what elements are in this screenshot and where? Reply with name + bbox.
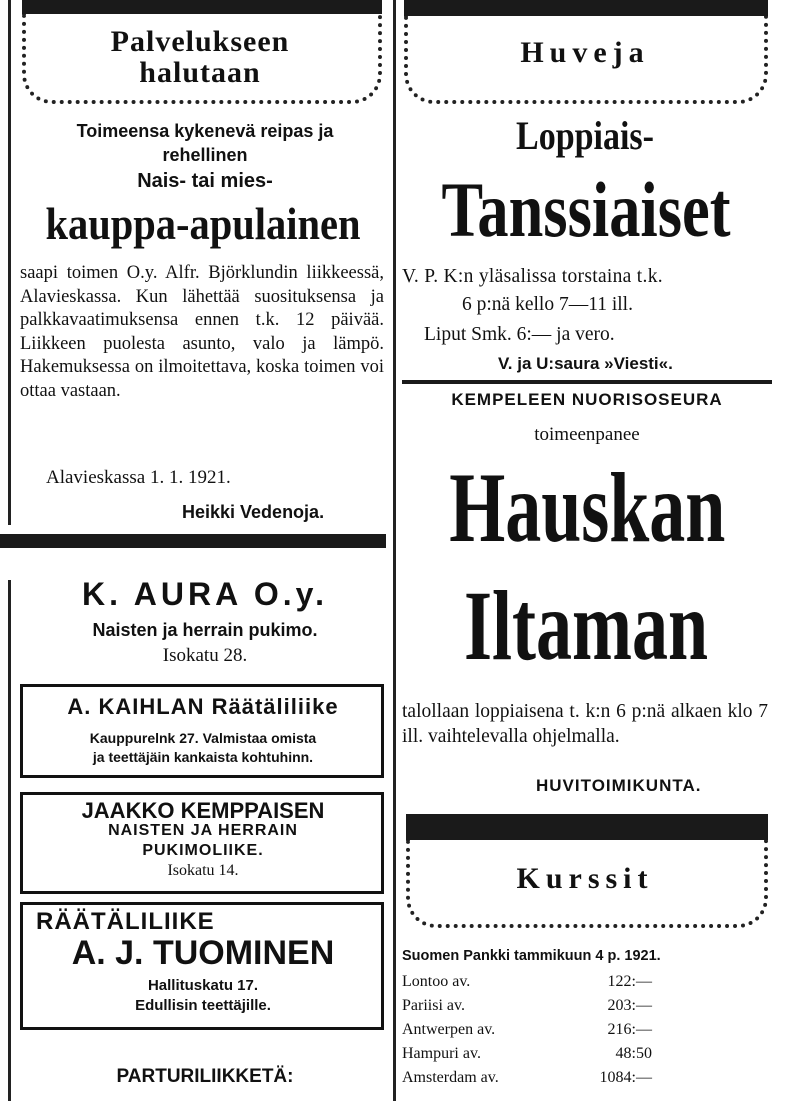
- table-row: [402, 994, 652, 1018]
- kurssit-top-bar: [406, 814, 768, 840]
- ad-header-line2: halutaan: [139, 56, 261, 89]
- kurssit-header: Kurssit: [516, 862, 654, 895]
- ad-place-date: Alavieskassa 1. 1. 1921.: [46, 467, 231, 488]
- tuominen-line2: Edullisin teettäjille.: [135, 997, 271, 1014]
- huveja-header: Huveja: [520, 36, 650, 69]
- huveja-title: Tanssiaiset: [441, 166, 731, 253]
- huveja-body3: Liput Smk. 6:— ja vero.: [424, 324, 615, 345]
- column-divider-left: [8, 0, 11, 525]
- aura-title: K. AURA O.y.: [82, 576, 328, 612]
- column-divider-middle: [393, 0, 396, 1101]
- kaihla-line2: ja teettäjäin kankaista kohtuhinn.: [92, 749, 314, 765]
- table-row: [402, 1066, 652, 1090]
- ad-intro-line2: rehellinen: [162, 145, 248, 165]
- ad-body-text: saapi toimen O.y. Alfr. Björklundin liikkeessä, Alavieskassa. Kun lähettää suosituksensa ja palkkavaatimuksensa ennen t.k. 12 päivää. Liikkeen puolesta asunto, valo ja lämpö. Hakemuksessa on ilmoitettava, koska toimen voi ottaa vastaan.: [20, 263, 384, 401]
- huveja-top-bar: [404, 0, 768, 16]
- aura-line2: Isokatu 28.: [162, 645, 248, 666]
- rate-value: 122:—: [607, 973, 652, 990]
- rate-value: 1084:—: [599, 1069, 652, 1086]
- kemppainen-title: JAAKKO KEMPPAISEN: [81, 798, 325, 823]
- rate-city: Antwerpen av.: [402, 1021, 496, 1038]
- kaihla-title: A. KAIHLAN Räätäliliike: [67, 694, 339, 719]
- kempele-title1: Hauskan: [449, 452, 726, 563]
- rate-value: 203:—: [607, 997, 652, 1014]
- rate-value: 216:—: [607, 1021, 652, 1038]
- kaihla-line1: Kauppurelnk 27. Valmistaa omista: [89, 730, 317, 746]
- rate-city: Hampuri av.: [402, 1045, 481, 1062]
- ad-job-title: kauppa-apulainen: [45, 198, 361, 249]
- table-row: [402, 970, 652, 994]
- huveja-body1: V. P. K:n yläsalissa torstaina t.k.: [402, 266, 663, 287]
- ad-intro-line1: Toimeensa kykenevä reipas ja: [76, 121, 334, 141]
- kemppainen-line2: PUKIMOLIIKE.: [142, 842, 264, 859]
- huveja-line1: Loppiais-: [516, 113, 654, 158]
- rate-city: Amsterdam av.: [402, 1069, 499, 1086]
- tuominen-title1: RÄÄTÄLILIIKE: [36, 908, 215, 935]
- ad-intro-line3: Nais- tai mies-: [137, 170, 273, 192]
- aura-line1: Naisten ja herrain pukimo.: [92, 620, 318, 640]
- ad-header-line1: Palvelukseen: [110, 25, 290, 58]
- table-row: [402, 1018, 652, 1042]
- rate-city: Pariisi av.: [402, 997, 465, 1014]
- kurssit-table: [402, 970, 652, 1090]
- kurssit-source: Suomen Pankki tammikuun 4 p. 1921.: [402, 948, 661, 964]
- column-divider-left-lower: [8, 580, 11, 1101]
- section-separator-left: [0, 534, 386, 548]
- huveja-body2: 6 p:nä kello 7—11 ill.: [462, 294, 633, 315]
- huveja-signature: V. ja U:saura »Viesti«.: [498, 354, 673, 373]
- ad-signature: Heikki Vedenoja.: [182, 502, 325, 522]
- ad-top-bar: [22, 0, 382, 14]
- section-separator-right: [402, 380, 772, 384]
- kemppainen-line1: NAISTEN JA HERRAIN: [108, 822, 298, 839]
- parturi-heading: PARTURILIIKKETÄ:: [116, 1066, 294, 1087]
- kempele-title2: Iltaman: [463, 570, 709, 681]
- kempele-org: KEMPELEEN NUORISOSEURA: [451, 390, 723, 409]
- kempele-organizes: toimeenpanee: [534, 424, 640, 445]
- rate-value: 48:50: [615, 1045, 652, 1062]
- tuominen-title2: A. J. TUOMINEN: [71, 934, 335, 972]
- kempele-signature: HUVITOIMIKUNTA.: [536, 776, 702, 795]
- table-row: [402, 1042, 652, 1066]
- kempele-body: talollaan loppiaisena t. k:n 6 p:nä alkaen klo 7 ill. vaihtelevalla ohjelmalla.: [402, 701, 768, 747]
- rate-city: Lontoo av.: [402, 973, 471, 990]
- tuominen-line1: Hallituskatu 17.: [147, 977, 259, 994]
- kemppainen-line3: Isokatu 14.: [167, 862, 239, 879]
